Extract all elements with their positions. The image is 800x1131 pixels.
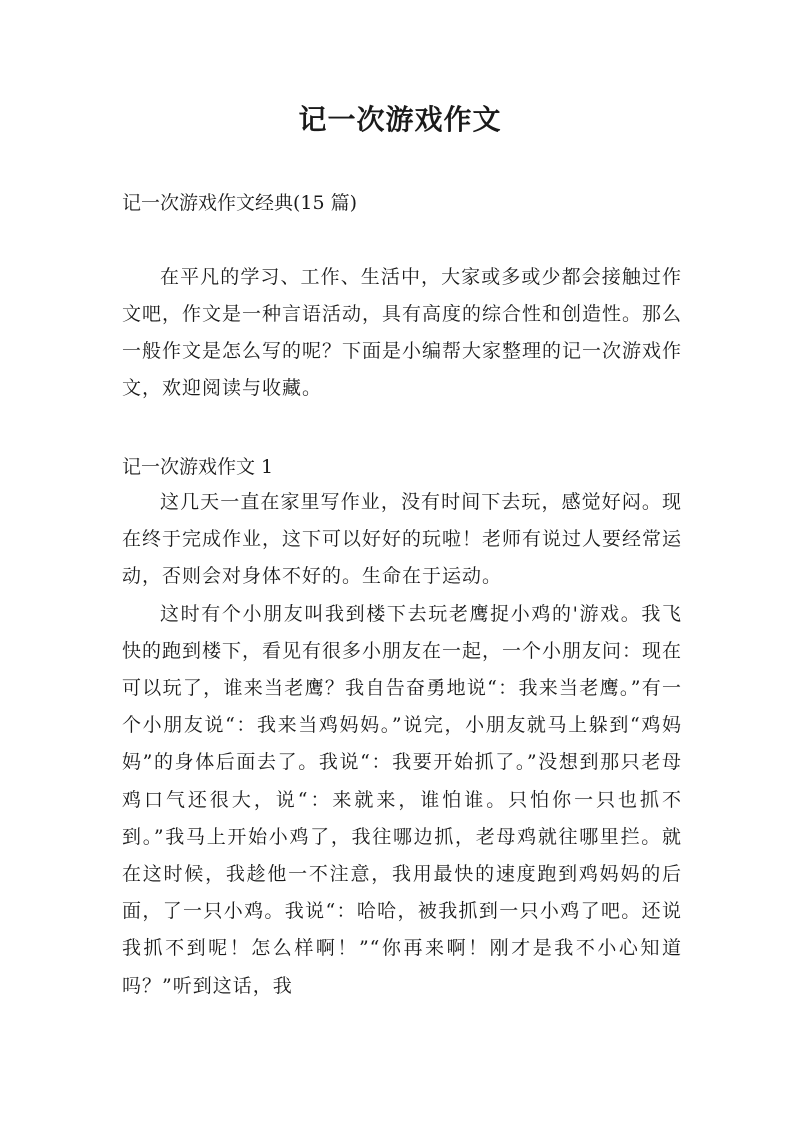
intro-paragraph: 在平凡的学习、工作、生活中，大家或多或少都会接触过作文吧，作文是一种言语活动，具有高度的综合性和创造性。那么一般作文是怎么写的呢？下面是小编帮大家整理的记一次游戏作文，欢迎阅读与收藏。: [122, 266, 683, 399]
document-subtitle: 记一次游戏作文经典(15 篇): [122, 192, 358, 214]
section-body: [122, 484, 682, 1005]
body-paragraph: 这几天一直在家里写作业，没有时间下去玩，感觉好闷。现在终于完成作业，这下可以好好的玩啦！老师有说过人要经常运动，否则会对身体不好的。生命在于运动。: [122, 491, 683, 588]
section-heading: 记一次游戏作文 1: [122, 456, 274, 478]
body-paragraph: 这时有个小朋友叫我到楼下去玩老鹰捉小鸡的'游戏。我飞快的跑到楼下，看见有很多小朋友在一起，一个小朋友问：现在可以玩了，谁来当老鹰？我自告奋勇地说“：我来当老鹰。”有一个小朋友说“：我来当鸡妈妈。”说完，小朋友就马上躲到“鸡妈妈”的身体后面去了。我说“：我要开始抓了。”没想到那只老母鸡口气还很大，说“：来就来，谁怕谁。只怕你一只也抓不到。”我马上开始小鸡了，我往哪边抓，老母鸡就往哪里拦。就在这时候，我趁他一不注意，我用最快的速度跑到鸡妈妈的后面，了一只小鸡。我说“：哈哈，被我抓到一只小鸡了吧。还说我抓不到呢！怎么样啊！”“你再来啊！刚才是我不小心知道吗？”听到这话，我: [122, 602, 683, 997]
document-title: 记一次游戏作文: [298, 103, 502, 136]
